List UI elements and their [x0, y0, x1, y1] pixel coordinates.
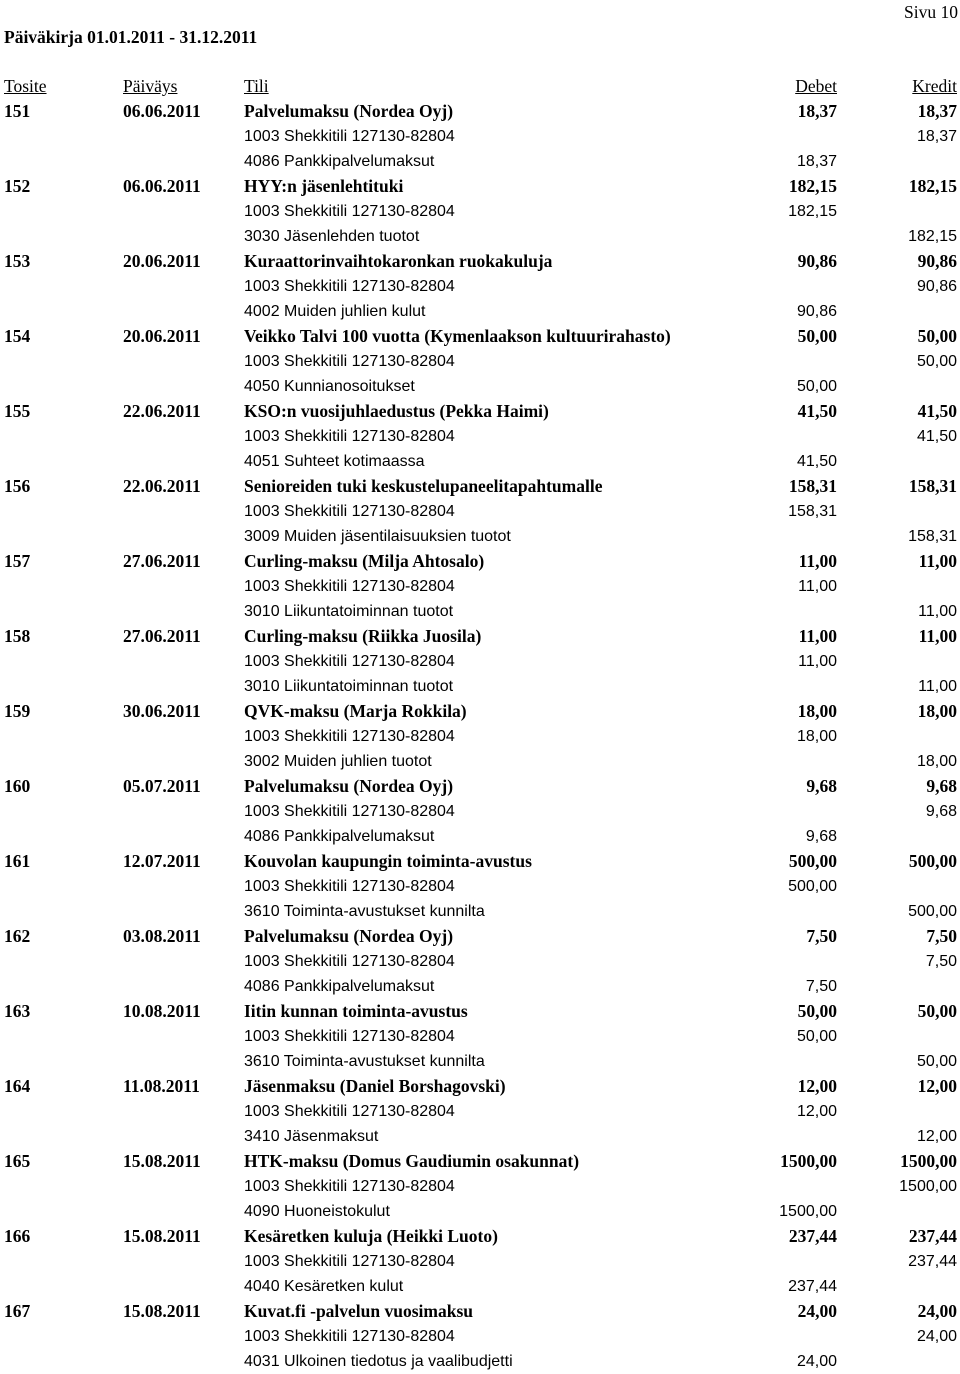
transaction-date: 27.06.2011 [123, 626, 201, 646]
voucher-number: 152 [4, 176, 31, 196]
entry-credit: 500,00 [908, 903, 957, 920]
voucher-number: 161 [4, 851, 31, 871]
transaction-credit: 12,00 [917, 1076, 957, 1096]
ledger-rows [0, 99, 960, 1374]
transaction-credit: 24,00 [917, 1301, 957, 1321]
entry-debit: 11,00 [798, 578, 837, 595]
entry-credit: 50,00 [916, 353, 957, 370]
transaction-credit: 237,44 [908, 1226, 957, 1246]
account-entry-row [0, 749, 960, 774]
transaction-credit: 41,50 [917, 401, 957, 421]
entry-debit: 9,68 [805, 828, 837, 845]
account-name: 3410 Jäsenmaksut [244, 1128, 379, 1145]
transaction-date: 03.08.2011 [123, 926, 201, 946]
account-name: 1003 Shekkitili 127130-82804 [244, 128, 455, 145]
account-name: 1003 Shekkitili 127130-82804 [244, 428, 455, 445]
entry-debit: 24,00 [796, 1353, 837, 1370]
voucher-number: 158 [4, 626, 31, 646]
transaction-description: QVK-maksu (Marja Rokkila) [244, 701, 467, 721]
account-entry-row [0, 1174, 960, 1199]
transaction-date: 10.08.2011 [123, 1001, 201, 1021]
transaction-date: 20.06.2011 [123, 326, 201, 346]
transaction-debit: 11,00 [798, 551, 837, 571]
header-paivays: Päiväys [123, 76, 178, 96]
transaction-credit: 9,68 [926, 776, 957, 796]
account-name: 1003 Shekkitili 127130-82804 [244, 203, 455, 220]
entry-debit: 237,44 [788, 1278, 837, 1295]
entry-debit: 90,86 [796, 303, 837, 320]
account-name: 1003 Shekkitili 127130-82804 [244, 503, 455, 520]
voucher-number: 157 [4, 551, 31, 571]
column-header-row [0, 74, 960, 99]
entry-debit: 18,37 [796, 153, 837, 170]
account-entry-row [0, 824, 960, 849]
transaction-date: 12.07.2011 [123, 851, 201, 871]
entry-credit: 18,37 [916, 128, 957, 145]
transaction-row [0, 624, 960, 649]
transaction-row [0, 924, 960, 949]
voucher-number: 165 [4, 1151, 31, 1171]
transaction-row [0, 1074, 960, 1099]
transaction-row [0, 774, 960, 799]
transaction-row [0, 249, 960, 274]
account-name: 1003 Shekkitili 127130-82804 [244, 953, 455, 970]
account-name: 4002 Muiden juhlien kulut [244, 303, 426, 320]
transaction-debit: 158,31 [788, 476, 837, 496]
transaction-date: 15.08.2011 [123, 1226, 201, 1246]
transaction-description: Veikko Talvi 100 vuotta (Kymenlaakson kultuurirahasto) [244, 326, 671, 346]
account-name: 3030 Jäsenlehden tuotot [244, 228, 420, 245]
entry-debit: 12,00 [796, 1103, 837, 1120]
entry-credit: 1500,00 [899, 1178, 957, 1195]
voucher-number: 151 [4, 101, 31, 121]
entry-debit: 1500,00 [779, 1203, 837, 1220]
transaction-row [0, 474, 960, 499]
account-name: 1003 Shekkitili 127130-82804 [244, 1178, 455, 1195]
account-entry-row [0, 899, 960, 924]
transaction-description: Kuraattorinvaihtokaronkan ruokakuluja [244, 251, 553, 271]
account-entry-row [0, 149, 960, 174]
entry-credit: 158,31 [908, 528, 957, 545]
account-name: 4090 Huoneistokulut [244, 1203, 390, 1220]
transaction-description: Jäsenmaksu (Daniel Borshagovski) [244, 1076, 506, 1096]
transaction-credit: 7,50 [926, 926, 957, 946]
transaction-debit: 1500,00 [780, 1151, 837, 1171]
transaction-credit: 11,00 [918, 551, 957, 571]
transaction-date: 15.08.2011 [123, 1301, 201, 1321]
transaction-debit: 18,37 [797, 101, 837, 121]
journal-ledger [0, 74, 960, 1374]
account-entry-row [0, 1349, 960, 1374]
account-entry-row [0, 349, 960, 374]
account-name: 3002 Muiden juhlien tuotot [244, 753, 432, 770]
account-entry-row [0, 649, 960, 674]
transaction-description: Palvelumaksu (Nordea Oyj) [244, 101, 454, 121]
account-name: 1003 Shekkitili 127130-82804 [244, 353, 455, 370]
account-name: 4040 Kesäretken kulut [244, 1278, 404, 1295]
account-entry-row [0, 1249, 960, 1274]
transaction-debit: 237,44 [788, 1226, 837, 1246]
transaction-description: Kuvat.fi -palvelun vuosimaksu [244, 1301, 474, 1321]
transaction-description: Curling-maksu (Riikka Juosila) [244, 626, 482, 646]
account-name: 1003 Shekkitili 127130-82804 [244, 653, 455, 670]
entry-credit: 237,44 [908, 1253, 957, 1270]
transaction-row [0, 849, 960, 874]
voucher-number: 155 [4, 401, 31, 421]
transaction-date: 30.06.2011 [123, 701, 201, 721]
header-tili: Tili [244, 76, 269, 96]
transaction-debit: 50,00 [797, 1001, 837, 1021]
account-entry-row [0, 1274, 960, 1299]
account-entry-row [0, 1324, 960, 1349]
account-entry-row [0, 1049, 960, 1074]
account-name: 3010 Liikuntatoiminnan tuotot [244, 603, 454, 620]
account-name: 1003 Shekkitili 127130-82804 [244, 803, 455, 820]
account-name: 3010 Liikuntatoiminnan tuotot [244, 678, 454, 695]
transaction-credit: 50,00 [917, 326, 957, 346]
transaction-row [0, 99, 960, 124]
transaction-date: 11.08.2011 [123, 1076, 200, 1096]
account-entry-row [0, 974, 960, 999]
account-name: 4086 Pankkipalvelumaksut [244, 828, 435, 845]
voucher-number: 164 [4, 1076, 31, 1096]
transaction-debit: 90,86 [797, 251, 837, 271]
header-tosite: Tosite [4, 76, 47, 96]
account-entry-row [0, 599, 960, 624]
transaction-row [0, 324, 960, 349]
account-entry-row [0, 949, 960, 974]
account-entry-row [0, 424, 960, 449]
account-entry-row [0, 524, 960, 549]
entry-credit: 11,00 [918, 603, 957, 620]
entry-debit: 11,00 [798, 653, 837, 670]
transaction-debit: 50,00 [797, 326, 837, 346]
account-name: 1003 Shekkitili 127130-82804 [244, 1103, 455, 1120]
transaction-debit: 11,00 [798, 626, 837, 646]
entry-debit: 18,00 [796, 728, 837, 745]
entry-credit: 182,15 [908, 228, 957, 245]
transaction-debit: 41,50 [797, 401, 837, 421]
transaction-credit: 182,15 [908, 176, 957, 196]
account-name: 4051 Suhteet kotimaassa [244, 453, 425, 470]
transaction-description: HTK-maksu (Domus Gaudiumin osakunnat) [244, 1151, 580, 1171]
header-kredit: Kredit [912, 76, 957, 96]
entry-debit: 500,00 [788, 878, 837, 895]
entry-debit: 50,00 [796, 1028, 837, 1045]
transaction-credit: 90,86 [917, 251, 957, 271]
voucher-number: 166 [4, 1226, 31, 1246]
account-entry-row [0, 724, 960, 749]
account-entry-row [0, 674, 960, 699]
transaction-debit: 9,68 [806, 776, 837, 796]
transaction-description: KSO:n vuosijuhlaedustus (Pekka Haimi) [244, 401, 549, 421]
page-number: Sivu 10 [904, 2, 958, 22]
account-entry-row [0, 799, 960, 824]
entry-credit: 9,68 [925, 803, 957, 820]
entry-credit: 12,00 [916, 1128, 957, 1145]
entry-credit: 11,00 [918, 678, 957, 695]
account-entry-row [0, 449, 960, 474]
account-entry-row [0, 299, 960, 324]
transaction-credit: 50,00 [917, 1001, 957, 1021]
account-name: 1003 Shekkitili 127130-82804 [244, 578, 455, 595]
transaction-date: 05.07.2011 [123, 776, 201, 796]
transaction-date: 06.06.2011 [123, 176, 201, 196]
transaction-debit: 182,15 [788, 176, 837, 196]
transaction-debit: 7,50 [806, 926, 837, 946]
transaction-credit: 1500,00 [900, 1151, 957, 1171]
account-entry-row [0, 1124, 960, 1149]
transaction-row [0, 549, 960, 574]
account-name: 4050 Kunnianosoitukset [244, 378, 415, 395]
transaction-date: 06.06.2011 [123, 101, 201, 121]
transaction-description: Kesäretken kuluja (Heikki Luoto) [244, 1226, 498, 1246]
account-name: 3610 Toiminta-avustukset kunnilta [244, 1053, 485, 1070]
header-debet: Debet [795, 76, 837, 96]
transaction-description: HYY:n jäsenlehtituki [244, 176, 404, 196]
voucher-number: 159 [4, 701, 31, 721]
account-name: 1003 Shekkitili 127130-82804 [244, 1328, 455, 1345]
voucher-number: 154 [4, 326, 31, 346]
entry-credit: 18,00 [916, 753, 957, 770]
account-entry-row [0, 1099, 960, 1124]
transaction-credit: 158,31 [908, 476, 957, 496]
account-entry-row [0, 274, 960, 299]
voucher-number: 153 [4, 251, 31, 271]
transaction-description: Senioreiden tuki keskustelupaneelitapahtumalle [244, 476, 603, 496]
entry-debit: 7,50 [805, 978, 837, 995]
transaction-date: 20.06.2011 [123, 251, 201, 271]
entry-credit: 24,00 [916, 1328, 957, 1345]
transaction-row [0, 174, 960, 199]
transaction-debit: 24,00 [797, 1301, 837, 1321]
account-entry-row [0, 124, 960, 149]
transaction-date: 27.06.2011 [123, 551, 201, 571]
transaction-credit: 18,37 [917, 101, 957, 121]
transaction-credit: 500,00 [908, 851, 957, 871]
entry-credit: 50,00 [916, 1053, 957, 1070]
voucher-number: 162 [4, 926, 31, 946]
transaction-credit: 18,00 [917, 701, 957, 721]
account-entry-row [0, 1024, 960, 1049]
document-title: Päiväkirja 01.01.2011 - 31.12.2011 [4, 27, 258, 47]
transaction-row [0, 999, 960, 1024]
voucher-number: 167 [4, 1301, 31, 1321]
transaction-debit: 500,00 [788, 851, 837, 871]
account-entry-row [0, 374, 960, 399]
account-entry-row [0, 199, 960, 224]
transaction-description: Palvelumaksu (Nordea Oyj) [244, 776, 454, 796]
transaction-date: 15.08.2011 [123, 1151, 201, 1171]
transaction-row [0, 1299, 960, 1324]
voucher-number: 156 [4, 476, 31, 496]
transaction-debit: 12,00 [797, 1076, 837, 1096]
account-name: 3009 Muiden jäsentilaisuuksien tuotot [244, 528, 511, 545]
transaction-row [0, 399, 960, 424]
account-entry-row [0, 224, 960, 249]
entry-debit: 158,31 [788, 503, 837, 520]
entry-debit: 41,50 [796, 453, 837, 470]
transaction-description: Curling-maksu (Milja Ahtosalo) [244, 551, 485, 571]
voucher-number: 163 [4, 1001, 31, 1021]
transaction-debit: 18,00 [797, 701, 837, 721]
transaction-credit: 11,00 [918, 626, 957, 646]
transaction-date: 22.06.2011 [123, 476, 201, 496]
account-name: 4031 Ulkoinen tiedotus ja vaalibudjetti [244, 1353, 513, 1370]
entry-debit: 182,15 [788, 203, 837, 220]
transaction-row [0, 1224, 960, 1249]
account-name: 4086 Pankkipalvelumaksut [244, 153, 435, 170]
account-name: 1003 Shekkitili 127130-82804 [244, 878, 455, 895]
account-name: 4086 Pankkipalvelumaksut [244, 978, 435, 995]
account-entry-row [0, 874, 960, 899]
transaction-row [0, 699, 960, 724]
account-entry-row [0, 1199, 960, 1224]
transaction-description: Iitin kunnan toiminta-avustus [244, 1001, 468, 1021]
account-name: 3610 Toiminta-avustukset kunnilta [244, 903, 485, 920]
transaction-date: 22.06.2011 [123, 401, 201, 421]
account-name: 1003 Shekkitili 127130-82804 [244, 728, 455, 745]
account-name: 1003 Shekkitili 127130-82804 [244, 1253, 455, 1270]
account-entry-row [0, 574, 960, 599]
entry-debit: 50,00 [796, 378, 837, 395]
transaction-row [0, 1149, 960, 1174]
account-name: 1003 Shekkitili 127130-82804 [244, 1028, 455, 1045]
account-name: 1003 Shekkitili 127130-82804 [244, 278, 455, 295]
account-entry-row [0, 499, 960, 524]
entry-credit: 7,50 [925, 953, 957, 970]
voucher-number: 160 [4, 776, 31, 796]
transaction-description: Kouvolan kaupungin toiminta-avustus [244, 851, 532, 871]
transaction-description: Palvelumaksu (Nordea Oyj) [244, 926, 454, 946]
entry-credit: 90,86 [916, 278, 957, 295]
entry-credit: 41,50 [916, 428, 957, 445]
